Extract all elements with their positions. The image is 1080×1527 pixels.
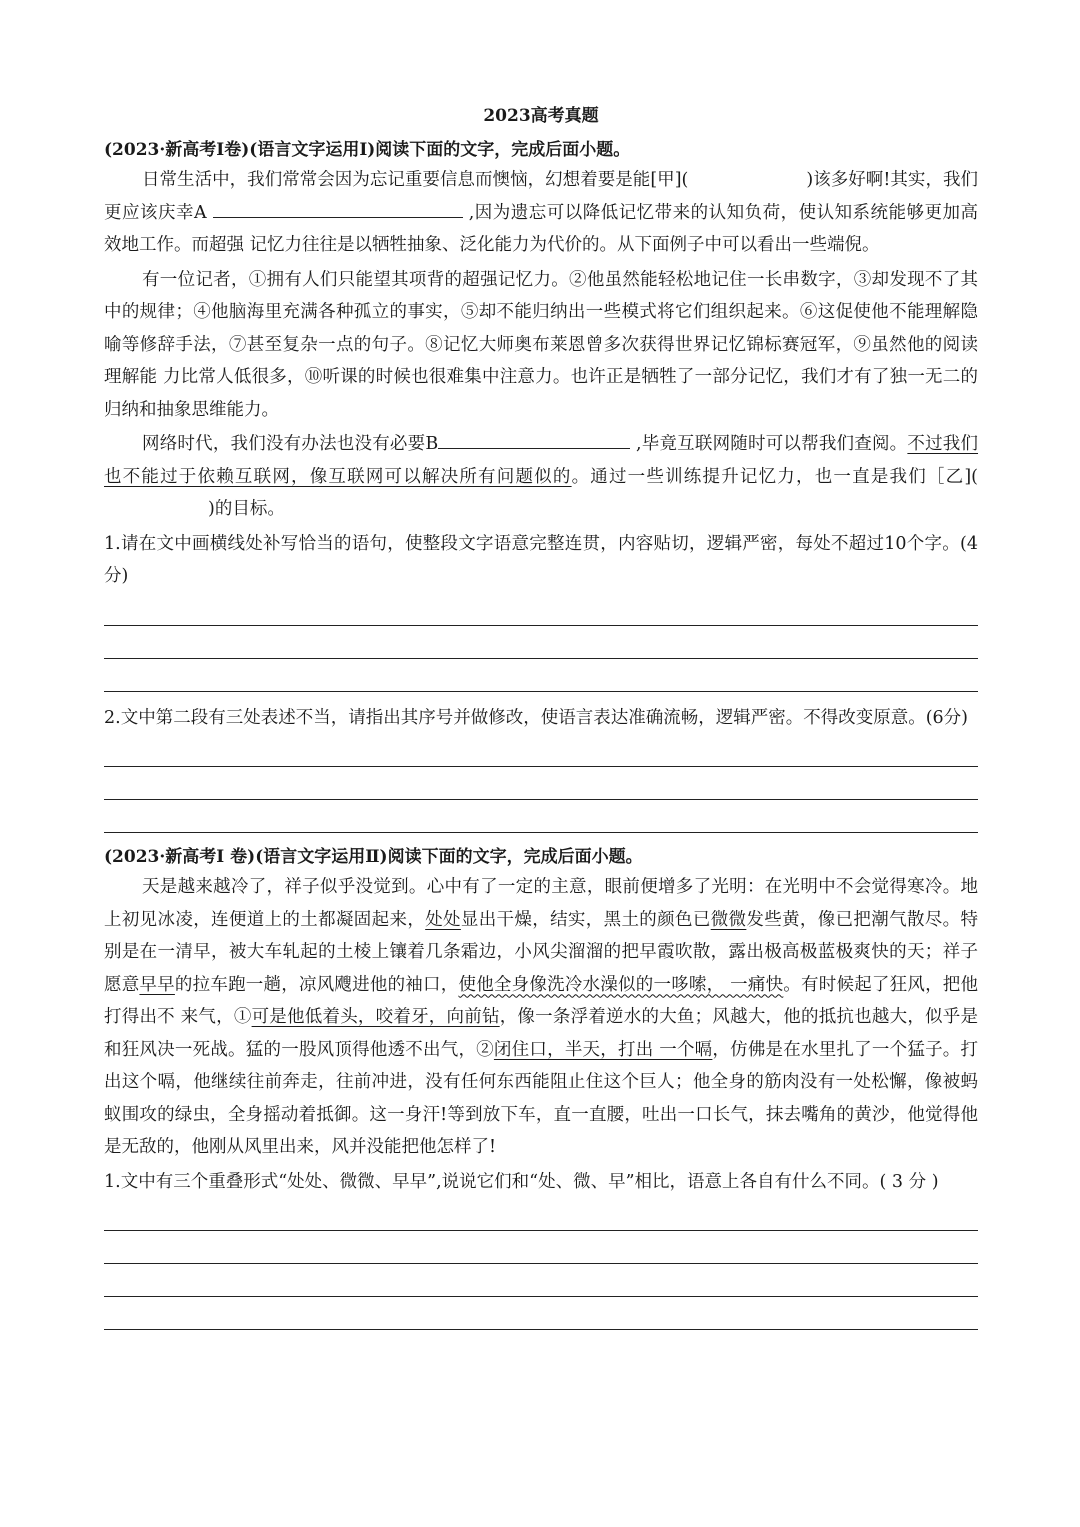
text-run: )该多好啊!其实，我们 更应该庆幸A [104, 170, 979, 223]
text-run: 。有时候起了狂风，把他打得出不 来气，① [104, 974, 979, 1027]
answer-line[interactable] [104, 1231, 978, 1264]
answer-line[interactable] [104, 1264, 978, 1297]
answer-line[interactable] [104, 1297, 978, 1330]
answer-line[interactable] [104, 800, 978, 833]
section-2-header: (2023·新高考Ⅰ 卷)(语言文字运用Ⅱ)阅读下面的文字，完成后面小题。 [104, 847, 643, 867]
text-run: 发些黄，像已把潮气散尽。特别是在一清早，被大车轧起的土棱上镶着几条霜边，小风尖溜溜的把早霞吹散，露出极高极蓝极爽快的天；祥子愿意 [104, 909, 978, 995]
text-run: ,因为遗忘可以降低记忆带来的认知负荷，使认知系统能够更加高效地工作。而超强 记忆力往往是以牺牲抽象、泛化能力为代价的。从下面例子中可以看出一些端倪。 [104, 202, 978, 255]
section-2-paragraph-1 [104, 871, 978, 1164]
answer-line[interactable] [104, 734, 978, 767]
text-run: 天是越来越冷了，祥子似乎没觉到。心中有了一定的主意，眼前便增多了光明：在光明中不会觉得寒冷。地上初见冰凌，连便道上的土都凝固起来， [104, 877, 978, 930]
underlined-sentence: 不过我们也不能过于依赖互联网，像互联网可以解决所有问题似的 [104, 434, 979, 487]
answer-line[interactable] [104, 1198, 978, 1231]
section-2-question-1: 1.文中有三个重叠形式“处处、微微、早早”,说说它们和“处、微、早”相比，语意上各自有什么不同。( 3 分 ) [104, 1171, 939, 1192]
text-run: 。通过一些训练提升记忆力，也一直是我们［乙]( [571, 466, 978, 487]
blank-b [438, 428, 630, 449]
underlined-word: 微微 [710, 909, 747, 930]
section-1-paragraph-1 [104, 164, 978, 262]
section-1-paragraph-3 [104, 428, 978, 526]
section-1-header: (2023·新高考Ⅰ卷)(语言文字运用Ⅰ)阅读下面的文字，完成后面小题。 [104, 140, 631, 160]
underlined-sentence: 可是他低着头，咬着牙，向前钻 [251, 1007, 500, 1027]
answer-line[interactable] [104, 659, 978, 692]
text-run: 网络时代，我们没有办法也没有必要B [142, 434, 439, 454]
exam-page [104, 96, 978, 1330]
text-run: 的拉车跑一趟，凉风飕进他的袖口， [174, 974, 459, 995]
text-run: ，像一条浮着逆水的大鱼；风越大，他的抵抗也越大，似乎是和狂风决一死战。猛的一股风顶得他透不出气，② [104, 1007, 979, 1060]
answer-line[interactable] [104, 593, 978, 626]
answer-line[interactable] [104, 767, 978, 800]
answer-line[interactable] [104, 626, 978, 659]
section-1-paragraph-2: 有一位记者，①拥有人们只能望其项背的超强记忆力。②他虽然能轻松地记住一长串数字，③却发现不了其中的规律；④他脑海里充满各种孤立的事实，⑤却不能归纳出一些模式将它们组织起来。⑥这促使他不能理解隐喻等修辞手法，⑦甚至复杂一点的句子。⑧记忆大师奥布莱恩曾多次获得世界记忆锦标赛冠军，⑨虽然他的阅读理解能 力比常人低很多，⑩听课的时候也很难集中注意力。也许正是牺牲了一部分记忆，我们才有了独一无二的归纳和抽象思维能力。 [104, 269, 978, 420]
answer-area-3 [104, 1198, 978, 1330]
doc-title: 2023高考真题 [483, 106, 599, 126]
underlined-word: 处处 [425, 909, 461, 930]
text-run: 显出干燥，结实，黑土的颜色已 [460, 909, 711, 930]
answer-area-2 [104, 734, 978, 833]
section-1-question-1: 1.请在文中画横线处补写恰当的语句，使整段文字语意完整连贯，内容贴切，逻辑严密，每处不超过10个字。(4分) [104, 533, 978, 586]
section-2 [104, 843, 978, 1330]
text-run: ，仿佛是在水里扎了一个猛子。打出这个嗝，他继续往前奔走，往前冲进，没有任何东西能阻止住这个巨人；他全身的筋肉没有一处松懈，像被蚂蚁围攻的绿虫，全身摇动着抵御。这一身汗!等到放下车，直一直腰，吐出一口长气，抹去嘴角的黄沙，他觉得他是无敌的，他刚从风里出来，风并没能把他怎样了! [104, 1039, 979, 1157]
answer-area-1 [104, 593, 978, 692]
section-1-question-2: 2.文中第二段有三处表述不当，请指出其序号并做修改，使语言表达准确流畅，逻辑严密。不得改变原意。(6分) [104, 707, 968, 728]
text-run: ,毕竟互联网随时可以帮我们查阅。 [635, 434, 908, 454]
text-run: )的目标。 [208, 499, 285, 519]
underlined-word: 早早 [139, 974, 175, 995]
section-1 [104, 136, 978, 833]
underlined-sentence: 闭住口，半天，打出 一个嗝 [493, 1039, 713, 1060]
wavy-underlined-sentence: 使他全身像洗冷水澡似的一哆嗦， 一痛快 [458, 974, 784, 995]
blank-a [213, 197, 463, 218]
text-run: 日常生活中，我们常常会因为忘记重要信息而懊恼，幻想着要是能[甲]( [142, 170, 689, 190]
